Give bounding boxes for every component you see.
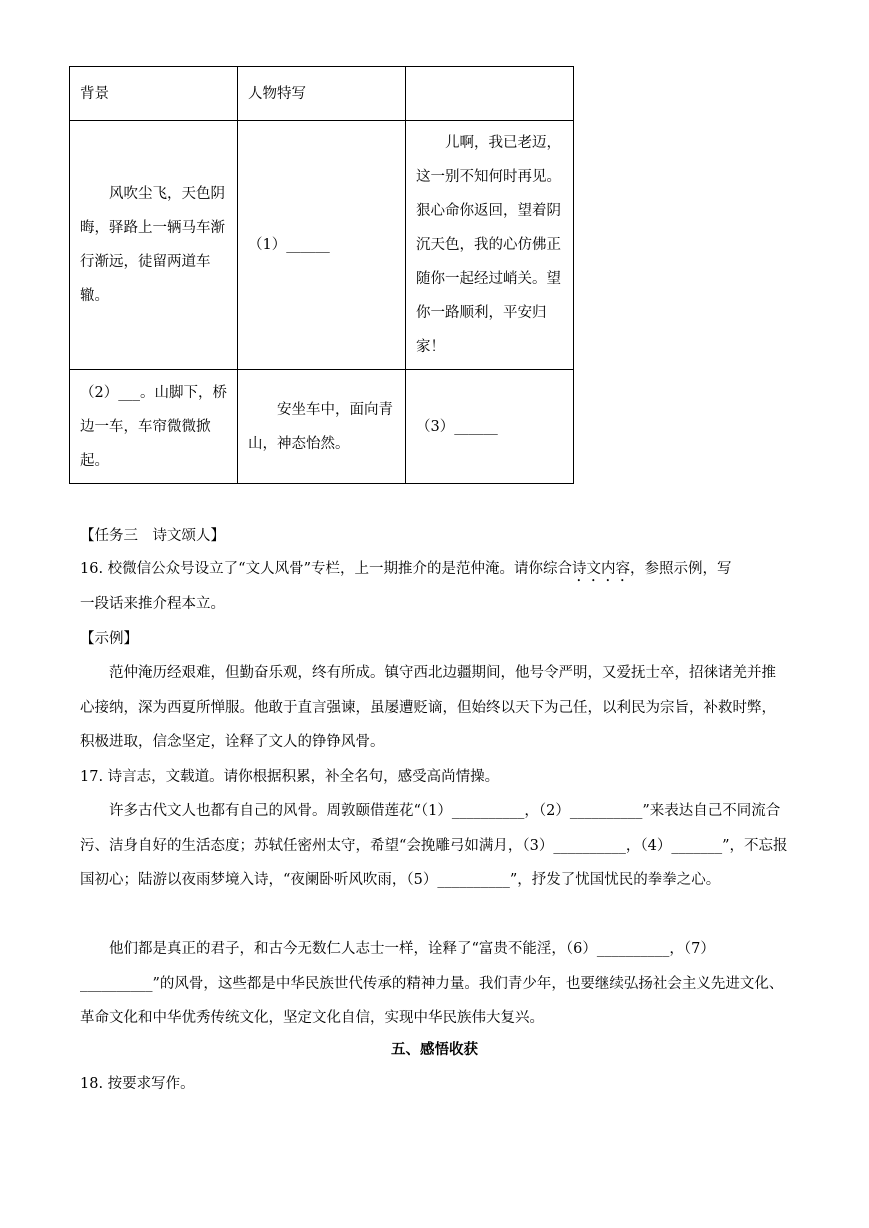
header-figure: 人物特写 bbox=[238, 67, 406, 121]
table-row bbox=[70, 370, 574, 484]
table-header-row bbox=[70, 67, 574, 121]
example-text: 范仲淹历经艰难，但勤奋乐观，终有所成。镇守西北边疆期间，他号令严明，又爱抚士卒，招徕诸羌并推心接纳，深为西夏所惮服。他敢于直言强谏，虽屡遭贬谪，但始终以天下为己任，以利民为宗旨，补救时弊，积极进取，信念坚定，诠释了文人的铮铮风骨。 bbox=[80, 665, 776, 750]
table-row bbox=[70, 121, 574, 370]
section-heading: 五、感悟收获 bbox=[391, 1041, 478, 1058]
task-heading: 【任务三 诗文颂人】 bbox=[80, 528, 225, 544]
q16-text-a: 16. 校微信公众号设立了“文人风骨”专栏，上一期推介的是范仲淹。请你综合 bbox=[80, 561, 572, 577]
question-17: 17. 诗言志，文载道。请你根据积累，补全名句，感受高尚情操。 bbox=[80, 769, 500, 785]
header-background: 背景 bbox=[70, 67, 238, 121]
cell-background-2: （2）___。山脚下，桥边一车，车帘微微掀起。 bbox=[70, 370, 238, 484]
question-16-cont: 一段话来推介程本立。 bbox=[80, 596, 225, 612]
q17-paragraph-2: 他们都是真正的君子，和古今无数仁人志士一样，诠释了“富贵不能淫，（6）__________，（7）__________”的风骨，这些都是中华民族世代传承的精神力量。我们青少年，也要继续弘扬社会主义先进文化、革命文化和中华优秀传统文化，坚定文化自信，实现中华民族伟大复兴。 bbox=[80, 941, 784, 1026]
q16-text-b: ，参照示例，写 bbox=[630, 561, 732, 577]
cell-words-1: 儿啊，我已老迈，这一别不知何时再见。狠心命你返回，望着阴沉天色，我的心仿佛正随你一起经过峭关。望你一路顺利，平安归家！ bbox=[406, 121, 574, 370]
cell-background-1: 风吹尘飞，天色阴晦，驿路上一辆马车渐行渐远，徒留两道车辙。 bbox=[70, 121, 238, 370]
q17-paragraph-1: 许多古代文人也都有自己的风骨。周敦颐借莲花“（1）__________，（2）__________”来表达自己不同流合污、洁身自好的生活态度；苏轼任密州太守，希望“会挽雕弓如满月，（3）__________，（4）_______”，不忘报国初心；陆游以夜雨梦境入诗，“夜阑卧听风吹雨，（5）__________”，抒发了忧国忧民的拳拳之心。 bbox=[80, 803, 788, 888]
info-table bbox=[69, 66, 574, 484]
cell-figure-1: （1）______ bbox=[238, 121, 406, 370]
q16-emphasis: 诗文内容 bbox=[572, 561, 630, 577]
cell-figure-2: 安坐车中，面向青山，神态怡然。 bbox=[238, 370, 406, 484]
header-blank bbox=[406, 67, 574, 121]
question-18: 18. 按要求写作。 bbox=[80, 1076, 195, 1092]
question-16 bbox=[80, 552, 788, 586]
cell-words-2: （3）______ bbox=[406, 370, 574, 484]
example-label: 【示例】 bbox=[80, 631, 138, 647]
